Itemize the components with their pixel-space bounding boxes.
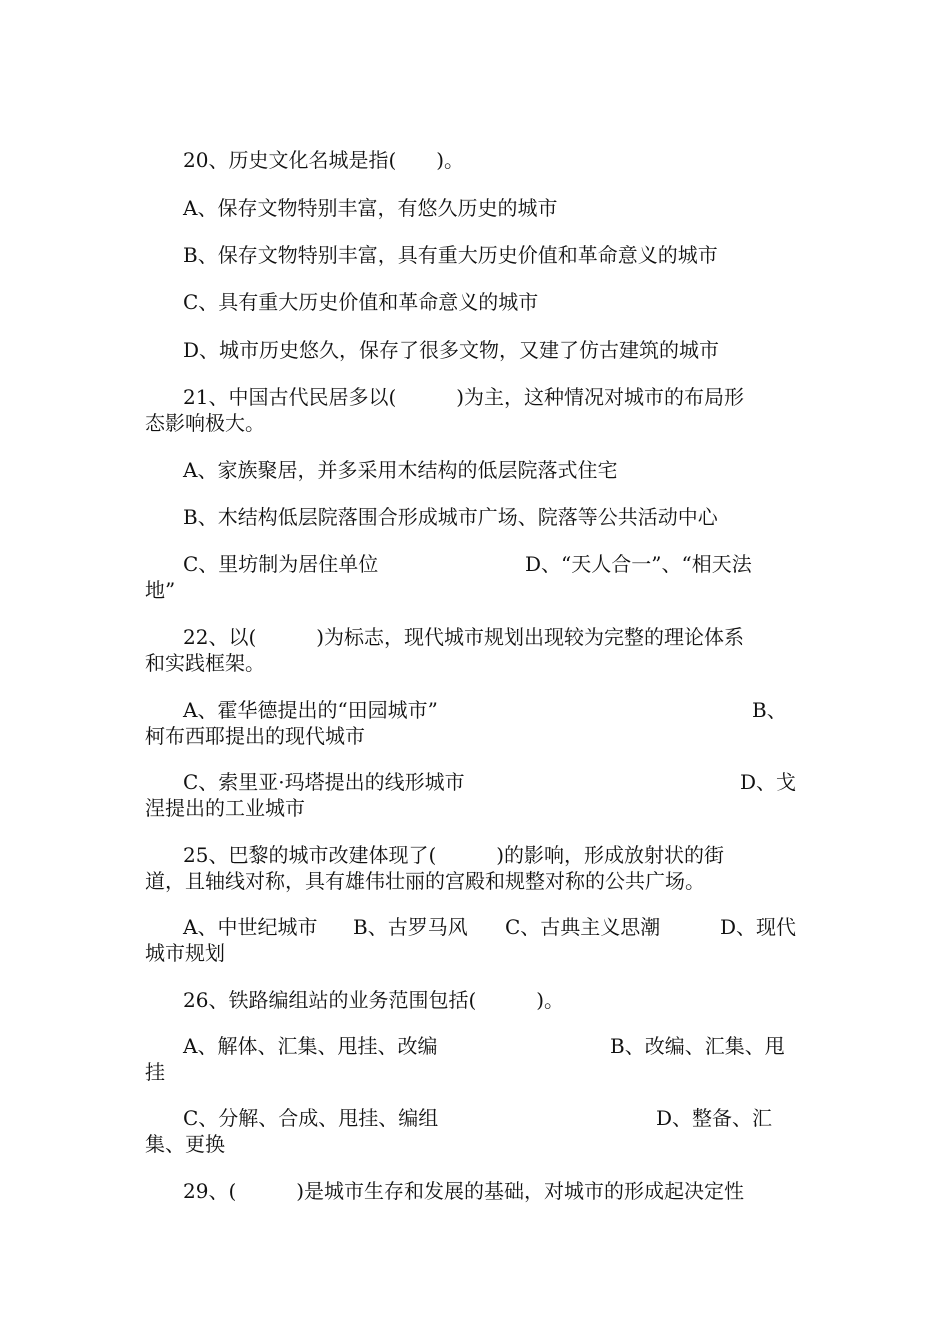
question-21-option-d: D、“天人合一”、“相天法 bbox=[525, 552, 752, 576]
question-26-option-c: C、分解、合成、甩挂、编组 bbox=[183, 1106, 439, 1130]
question-22-option-d: D、戈 bbox=[740, 770, 797, 794]
question-29-stem-line1: 29、( )是城市生存和发展的基础，对城市的形成起决定性 bbox=[183, 1179, 745, 1203]
question-20-option-a: A、保存文物特别丰富，有悠久历史的城市 bbox=[183, 196, 558, 220]
question-21-option-a: A、家族聚居，并多采用木结构的低层院落式住宅 bbox=[183, 458, 618, 482]
question-22-option-b-cont: 柯布西耶提出的现代城市 bbox=[145, 724, 365, 748]
question-25-option-d-cont: 城市规划 bbox=[145, 941, 225, 965]
question-21-stem-line2: 态影响极大。 bbox=[145, 411, 265, 435]
question-21-stem-line1: 21、中国古代民居多以( )为主，这种情况对城市的布局形 bbox=[183, 385, 745, 409]
question-25-option-a: A、中世纪城市 bbox=[183, 915, 318, 939]
question-25-stem-line1: 25、巴黎的城市改建体现了( )的影响，形成放射状的街 bbox=[183, 843, 725, 867]
question-26-option-b: B、改编、汇集、甩 bbox=[610, 1034, 785, 1058]
question-26-option-a: A、解体、汇集、甩挂、改编 bbox=[183, 1034, 438, 1058]
question-25-option-d: D、现代 bbox=[720, 915, 797, 939]
question-20-stem: 20、历史文化名城是指( )。 bbox=[183, 148, 465, 172]
question-22-option-c: C、索里亚·玛塔提出的线形城市 bbox=[183, 770, 465, 794]
question-21-option-d-cont: 地” bbox=[145, 578, 176, 602]
question-22-option-b: B、 bbox=[752, 698, 787, 722]
question-25-stem-line2: 道，且轴线对称，具有雄伟壮丽的宫殿和规整对称的公共广场。 bbox=[145, 869, 705, 893]
question-22-option-d-cont: 涅提出的工业城市 bbox=[145, 796, 305, 820]
question-22-stem-line1: 22、以( )为标志，现代城市规划出现较为完整的理论体系 bbox=[183, 625, 745, 649]
question-20-option-b: B、保存文物特别丰富，具有重大历史价值和革命意义的城市 bbox=[183, 243, 718, 267]
question-22-option-a: A、霍华德提出的“田园城市” bbox=[183, 698, 438, 722]
question-22-stem-line2: 和实践框架。 bbox=[145, 651, 265, 675]
question-26-option-d-cont: 集、更换 bbox=[145, 1132, 225, 1156]
question-20-option-d: D、城市历史悠久，保存了很多文物，又建了仿古建筑的城市 bbox=[183, 338, 720, 362]
question-25-option-b: B、古罗马风 bbox=[353, 915, 468, 939]
question-21-option-c: C、里坊制为居住单位 bbox=[183, 552, 379, 576]
question-25-option-c: C、古典主义思潮 bbox=[505, 915, 661, 939]
question-20-option-c: C、具有重大历史价值和革命意义的城市 bbox=[183, 290, 539, 314]
question-26-option-b-cont: 挂 bbox=[145, 1060, 165, 1084]
question-26-option-d: D、整备、汇 bbox=[656, 1106, 773, 1130]
question-26-stem: 26、铁路编组站的业务范围包括( )。 bbox=[183, 988, 565, 1012]
question-21-option-b: B、木结构低层院落围合形成城市广场、院落等公共活动中心 bbox=[183, 505, 718, 529]
